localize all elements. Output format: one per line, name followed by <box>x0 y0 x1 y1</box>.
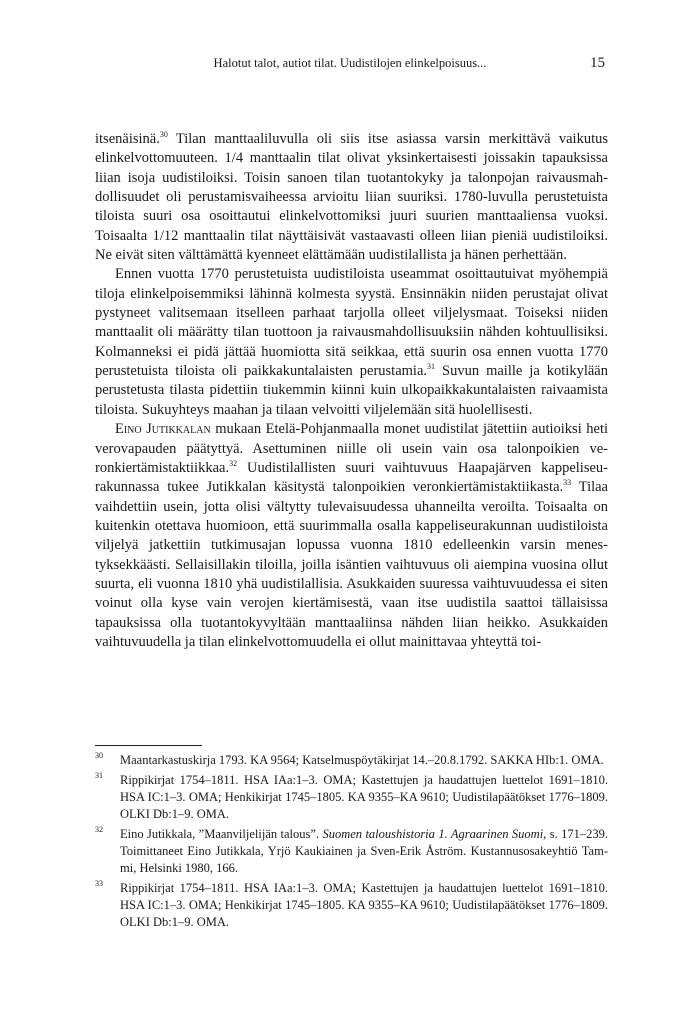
paragraph-1-text-a: itsenäisinä. <box>95 131 160 147</box>
footnote-33 <box>95 880 608 932</box>
paragraph-3-text-c: Tilaa vaihdettiin usein, jotta olisi vältytty tulevaisuudessa uhanneilta veroilta. Toisaalta on kuitenkin otettava huomioon, että suurimmalla osalla kappeliseurakunnan uudistiloista viljelyä jatkettiin tutkimusajan lopussa vuonna 1810 edelleenkin varsin menestyksekkäästi. Sellaisillakin tiloilla, joilla isäntien vaihtuvuus oli aiempina vuosina ollut suurta, eli vuonna 1810 yhä uudistilallisia. Asukkaiden suuressa vaihtuvuudessa ei siten voinut olla kyse vain verojen kiertämisestä, vaan itse uudistila saattoi tällaisissa tapauksissa olla tuotantokyvyltään manttaaliinsa nähden liian heikko. Asukkaiden vaihtuvuudella ja tilan elinkelvottomuudella ei ollut mainittavaa yhteyttä toi- <box>95 479 608 650</box>
paragraph-2 <box>95 265 608 420</box>
footnote-text-before: Eino Jutikkala, ”Maanviljelijän talous”. <box>120 826 323 841</box>
book-title: Suomen taloushistoria 1. Agraarinen Suomi, <box>322 826 547 841</box>
footnote-text: Rippikirjat 1754–1811. HSA IAa:1–3. OMA; Kastettujen ja haudattujen luettelot 1691–1810. HSA IC:1–3. OMA; Henkikirjat 1745–1805. KA 9355–KA 9610; Uudistilapäätökset 1776–1809. OLKI Db:1–9. OMA. <box>120 772 608 822</box>
paragraph-2-text-b: Suvun maille ja kotikylään perustetusta tilasta pidettiin tiukemmin kiinni kuin ulkopaikkakuntalaisten raivaamista tiloista. Sukuyhteys maahan ja tilaan velvoitti viljelemään sitä huolellisesti. <box>95 363 608 418</box>
footnote-separator <box>95 745 202 746</box>
body-text <box>95 130 608 652</box>
running-title: Halotut talot, autiot tilat. Uudistilojen elinkelpoisuus... <box>213 56 487 70</box>
footnote-number: 31 <box>95 770 103 780</box>
footnote-ref-31[interactable]: 31 <box>427 362 436 372</box>
footnote-text: Maantarkastuskirja 1793. KA 9564; Katselmuspöytäkirjat 14.–20.8.1792. SAKKA HIb:1. OMA. <box>120 753 604 767</box>
footnote-30 <box>95 752 608 769</box>
footnote-number: 32 <box>95 824 103 834</box>
footnote-ref-32[interactable]: 32 <box>229 458 238 468</box>
footnote-31 <box>95 772 608 824</box>
paragraph-2-text-a: Ennen vuotta 1770 perustetuista uudistiloista useammat osoittautuivat myöhempiä tiloja elinkelpoisemmiksi lähinnä kolmesta syystä. Ensinnäkin niiden perustajat olivat pystyneet valitsemaan itselleen parhaat tarjolla olleet viljelysmaat. Toiseksi niiden manttaalit oli määrätty tilan tuottoon ja raivausmahdollisuuksiin nähden kohtuullisiksi. Kolmanneksi ei pidä jättää huomiotta sitä seikkaa, että suurin osa ennen vuotta 1770 perustetuista tiloista oli paikkakuntalaisten perustamia. <box>95 266 608 380</box>
footnote-ref-30[interactable]: 30 <box>159 130 168 139</box>
paragraph-3-text-a: mukaan Etelä-Pohjanmaalla monet uudistilat jätettiin autioiksi heti verovapauden päätyttyä. Asettuminen niille oli usein vain osa talonpoikien veronkiertämistaktiikkaa. <box>95 421 608 476</box>
footnote-32 <box>95 826 608 878</box>
footnotes <box>95 752 608 934</box>
footnote-text: Rippikirjat 1754–1811. HSA IAa:1–3. OMA; Kastettujen ja haudattujen luettelot 1691–1810. HSA IC:1–3. OMA; Henkikirjat 1745–1805. KA 9355–KA 9610; Uudistilapäätökset 1776–1809. OLKI Db:1–9. OMA. <box>120 880 608 930</box>
footnote-number: 30 <box>95 751 103 760</box>
footnote-text-after: s. 171–239. Toimittaneet Eino Jutikkala, Yrjö Kaukiainen ja Sven-Erik Åström. Kustannusosakeyhtiö Tammi, Helsinki 1980, 166. <box>120 826 608 876</box>
footnote-text <box>120 826 608 878</box>
footnote-ref-33[interactable]: 33 <box>563 478 572 488</box>
paragraph-3-text-b: Uudistilallisten suuri vaihtuvuus Haapajärven kappeliseurakunnassa tukee Jutikkalan käsitystä talonpoikien veronkiertämistaktiikasta. <box>95 459 608 496</box>
running-header <box>95 54 605 72</box>
paragraph-1-text-b: Tilan manttaaliluvulla oli siis itse asiassa varsin merkittävä vaikutus elinkelvottomuuteen. 1/4 manttaalin tilat olivat yksinkertaisesti joissakin tapauksissa liian isoja uudistiloiksi. Toisin sanoen tilan tuotantokyky ja talonpojan raivausmahdollisuudet oli perustamisvaiheessa arvioitu liian suuriksi. 1780-luvulla perustetuista tiloista suuri osa osoittautui elinkelvottomiksi juuri suurien manttaaliensa vuoksi. Toisaalta 1/12 manttaalin tilat näyttäisivät vastaavasti olleen liian pieniä uudistiloiksi. Ne eivät siten välttämättä kyenneet elättämään uudistilallista ja hänen perhettään. <box>95 131 608 264</box>
author-name-small-caps: Eino Jutikkalan <box>115 421 211 438</box>
page-number: 15 <box>590 55 605 71</box>
footnote-number: 33 <box>95 878 103 888</box>
paragraph-3 <box>95 420 608 652</box>
paragraph-1 <box>95 130 608 265</box>
